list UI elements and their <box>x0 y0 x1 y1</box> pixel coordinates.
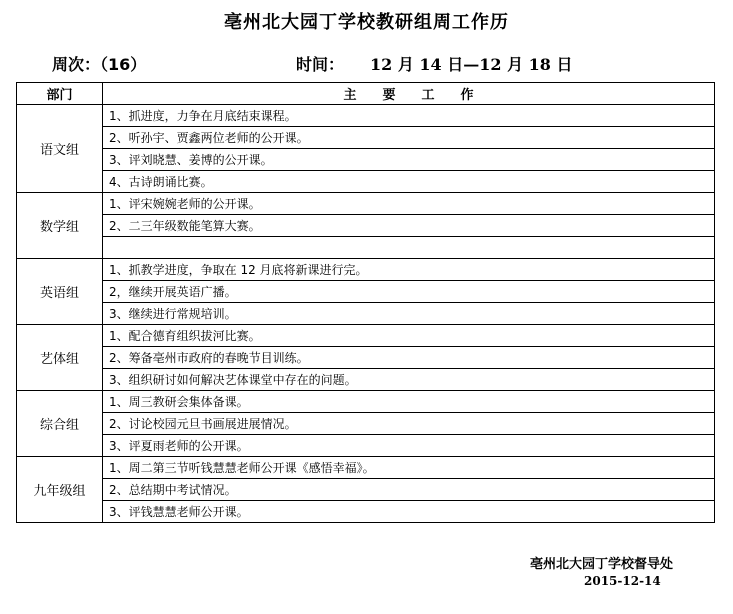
time-range: 12 月 14 日—12 月 18 日 <box>370 55 573 74</box>
work-item: 4、古诗朗诵比赛。 <box>103 171 715 193</box>
table-row <box>17 259 715 281</box>
table-row <box>17 325 715 347</box>
group-name: 数学组 <box>17 193 103 259</box>
work-item: 1、周二第三节听钱慧慧老师公开课《感悟幸福》。 <box>103 457 715 479</box>
work-item: 2、听孙宇、贾鑫两位老师的公开课。 <box>103 127 715 149</box>
group-name: 语文组 <box>17 105 103 193</box>
table-row <box>17 347 715 369</box>
work-item: 2，继续开展英语广播。 <box>103 281 715 303</box>
footer-organization: 亳州北大园丁学校督导处 <box>530 557 674 572</box>
table-body <box>17 105 715 523</box>
table-row <box>17 457 715 479</box>
group-name: 综合组 <box>17 391 103 457</box>
work-item: 3、评夏雨老师的公开课。 <box>103 435 715 457</box>
footer-date: 2015-12-14 <box>584 574 661 588</box>
table-row <box>17 171 715 193</box>
week-number: 周次：（16） <box>52 55 147 74</box>
work-item <box>103 237 715 259</box>
work-schedule-table <box>16 82 715 523</box>
table-header-row <box>17 83 715 105</box>
work-item: 1、周三教研会集体备课。 <box>103 391 715 413</box>
work-item: 2、二三年级数能笔算大赛。 <box>103 215 715 237</box>
group-name: 英语组 <box>17 259 103 325</box>
work-item: 1、抓进度，力争在月底结束课程。 <box>103 105 715 127</box>
group-name: 九年级组 <box>17 457 103 523</box>
work-item: 3、组织研讨如何解决艺体课堂中存在的问题。 <box>103 369 715 391</box>
table-row <box>17 479 715 501</box>
table-row <box>17 501 715 523</box>
page-title: 亳州北大园丁学校教研组周工作历 <box>224 12 509 33</box>
work-item: 2、总结期中考试情况。 <box>103 479 715 501</box>
table-row <box>17 237 715 259</box>
table-row <box>17 193 715 215</box>
header-work: 主 要 工 作 <box>103 83 715 105</box>
work-item: 2、讨论校园元旦书画展进展情况。 <box>103 413 715 435</box>
work-item: 2、筹备亳州市政府的春晚节目训练。 <box>103 347 715 369</box>
table-row <box>17 105 715 127</box>
table-row <box>17 149 715 171</box>
group-name: 艺体组 <box>17 325 103 391</box>
work-item: 3、继续进行常规培训。 <box>103 303 715 325</box>
header-dept: 部门 <box>17 83 103 105</box>
work-item: 1、评宋婉婉老师的公开课。 <box>103 193 715 215</box>
table-row <box>17 391 715 413</box>
table-row <box>17 281 715 303</box>
work-item: 3、评刘晓慧、姜博的公开课。 <box>103 149 715 171</box>
table-row <box>17 303 715 325</box>
table-row <box>17 413 715 435</box>
work-item: 3、评钱慧慧老师公开课。 <box>103 501 715 523</box>
work-item: 1、配合德育组织拔河比赛。 <box>103 325 715 347</box>
table-row <box>17 435 715 457</box>
work-item: 1、抓教学进度，争取在 12 月底将新课进行完。 <box>103 259 715 281</box>
table-row <box>17 215 715 237</box>
time-label: 时间： <box>296 55 345 74</box>
table-row <box>17 127 715 149</box>
table-row <box>17 369 715 391</box>
